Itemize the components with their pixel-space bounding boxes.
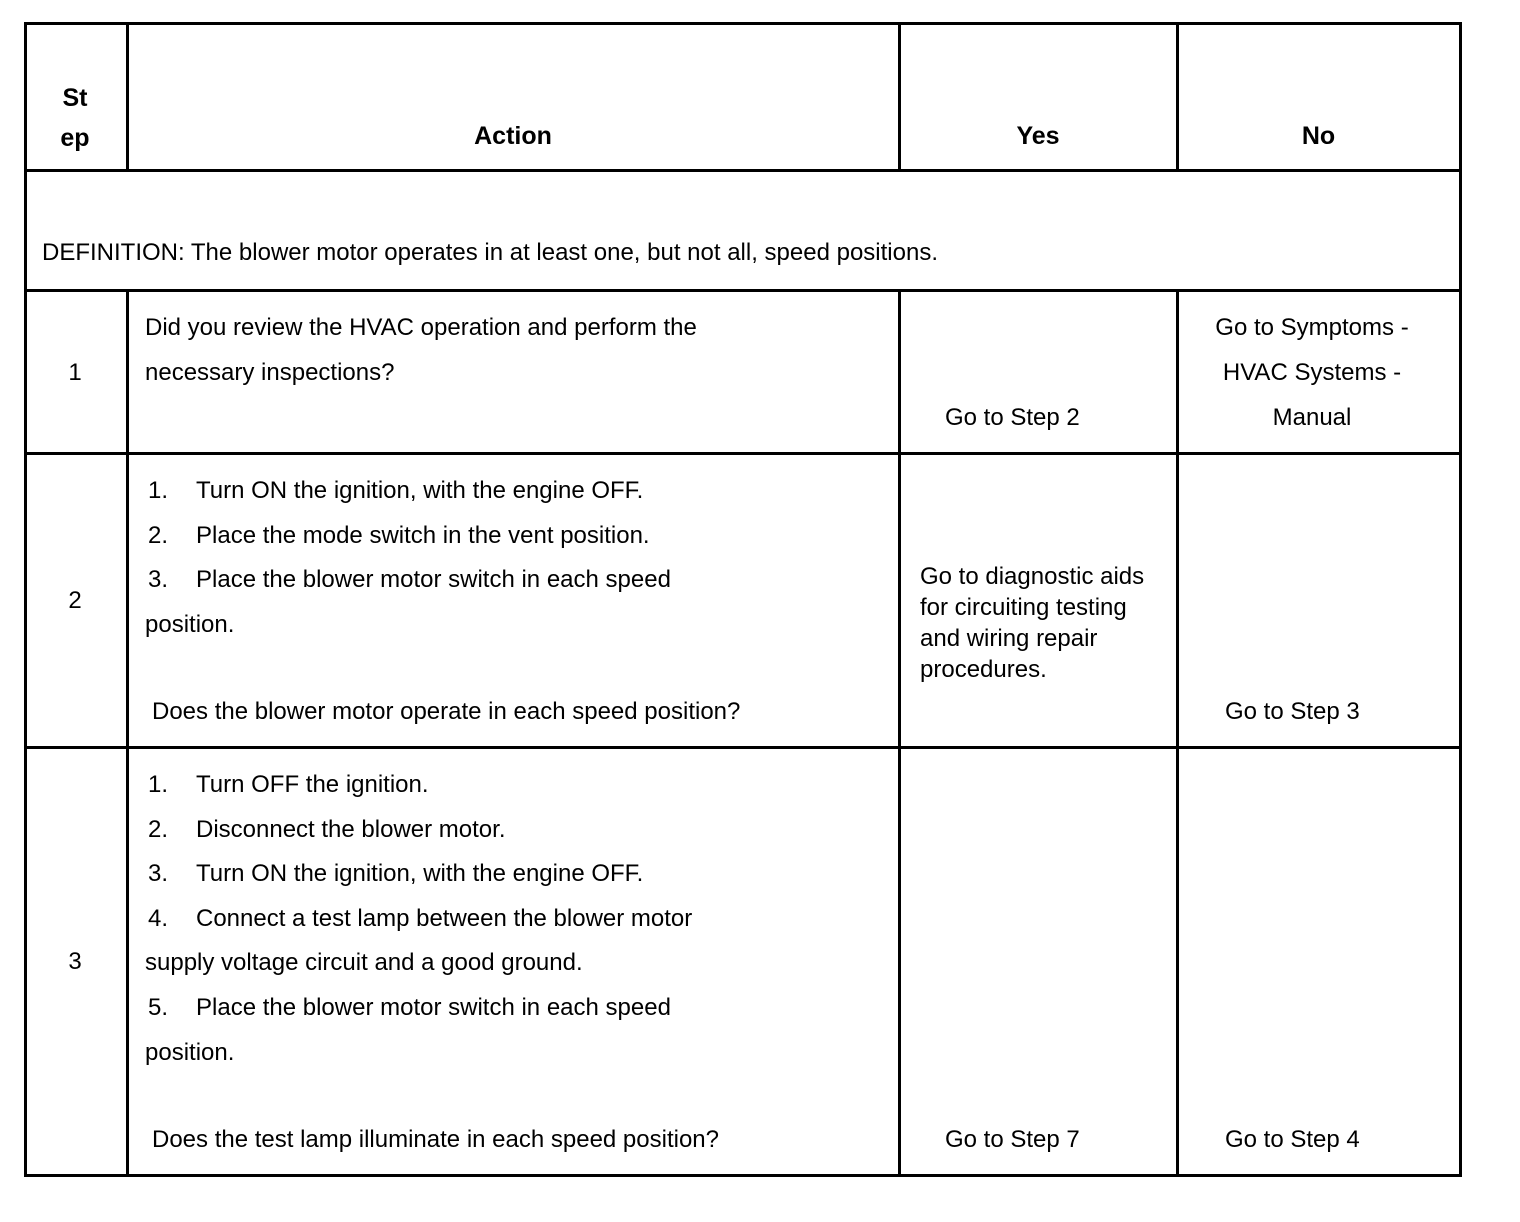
yes-line: for circuiting testing [920,594,1127,621]
item-text: Turn ON the ignition, with the engine OFF. [196,860,644,888]
list-item [145,514,671,559]
list-item [145,558,671,603]
yes-result: Go to Step 2 [945,404,1080,431]
yes-result: Go to Step 7 [945,1126,1080,1153]
yes-result [920,561,1144,685]
no-line: Go to Symptoms - [1215,314,1409,341]
action-question: Does the blower motor operate in each speed position? [152,698,741,725]
list-item [145,986,692,1031]
item-text: Connect a test lamp between the blower motor [196,904,693,932]
item-text: Turn ON the ignition, with the engine OFF. [196,477,644,504]
header-step [24,78,126,158]
header-action: Action [474,122,552,150]
list-item-continuation: supply voltage circuit and a good ground. [145,949,583,977]
header-no: No [1301,122,1336,150]
column-divider [126,289,129,1177]
item-number: 1. [148,771,169,798]
list-item [145,808,692,853]
item-number: 3. [148,566,169,594]
yes-line: procedures. [920,656,1047,683]
table-border-top [24,22,1462,25]
item-text: Place the blower motor switch in each speed [196,993,671,1021]
table-divider [24,169,1462,172]
item-text: Turn OFF the ignition. [196,771,429,798]
table-divider [24,746,1462,749]
list-item [145,763,692,808]
item-text: Place the mode switch in the vent position. [196,521,650,549]
item-text: Disconnect the blower motor. [196,815,506,843]
list-item [145,469,671,514]
list-item [145,897,692,942]
header-yes: Yes [1016,122,1060,150]
no-result: Go to Step 4 [1225,1126,1360,1153]
item-number: 4. [148,904,169,932]
item-number: 2. [148,815,169,843]
table-divider [24,289,1462,292]
definition-text: DEFINITION: The blower motor operates in at least one, but not all, speed positions. [42,239,939,266]
header-step-line1: St [62,84,88,112]
item-text: Place the blower motor switch in each speed [196,566,671,594]
table-border-right [1459,22,1462,1177]
table-border-bottom [24,1174,1462,1177]
yes-line: and wiring repair [920,625,1098,652]
step-number: 3 [68,948,82,975]
action-question: Does the test lamp illuminate in each speed position? [152,1126,719,1153]
no-line: HVAC Systems - [1222,359,1402,386]
action-steps [145,763,692,1075]
item-number: 2. [148,521,169,549]
no-result: Go to Step 3 [1225,698,1360,725]
step-number: 2 [68,587,82,614]
item-number: 5. [148,993,169,1021]
action-steps [145,469,671,647]
step-number: 1 [68,359,82,386]
table-divider [24,452,1462,455]
no-line: Manual [1272,404,1352,431]
header-step-line2: ep [60,124,90,152]
column-divider [898,289,901,1177]
action-text [145,305,697,395]
list-item [145,852,692,897]
action-line: necessary inspections? [145,359,395,386]
item-number: 1. [148,477,169,504]
list-item-continuation: position. [145,610,235,638]
list-item-continuation: position. [145,1038,235,1066]
item-number: 3. [148,860,169,888]
yes-line: Go to diagnostic aids [920,563,1145,590]
no-result [1178,305,1446,440]
action-line: Did you review the HVAC operation and perform the [145,314,697,341]
diagnostic-table [24,22,1462,1177]
